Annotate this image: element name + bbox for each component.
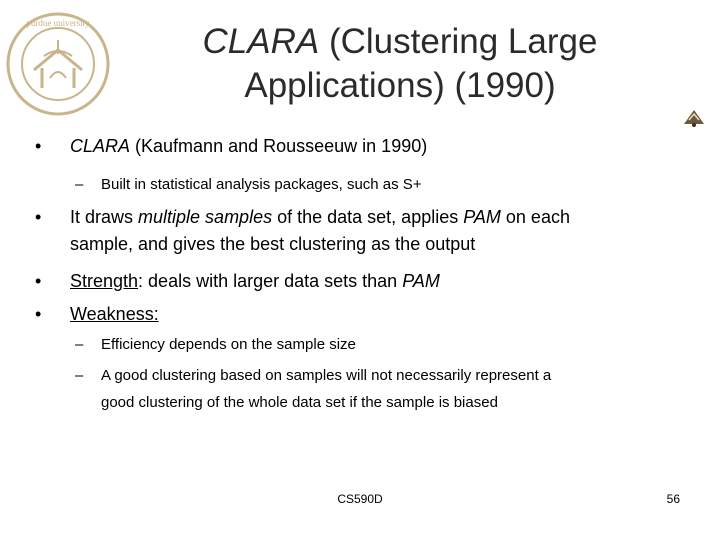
bullet-italic: CLARA: [70, 136, 131, 156]
slide-title: [150, 20, 650, 108]
sub-bullet-text: Efficiency depends on the sample size: [101, 336, 356, 353]
bullet-text-line2: sample, and gives the best clustering as the output: [70, 234, 476, 254]
sub-bullet-text: Built in statistical analysis packages, such as S+: [101, 176, 422, 193]
bullet-marker: •: [35, 136, 42, 156]
bullet-weakness: [35, 301, 690, 328]
university-seal-icon: [4, 10, 112, 118]
sub-bullet-efficiency: [75, 331, 681, 358]
strength-label: Strength: [70, 271, 139, 291]
dash-marker: –: [75, 176, 84, 193]
weakness-label: Weakness:: [70, 304, 159, 324]
bullet-italic: PAM: [463, 207, 501, 227]
title-line1-rest: (Clustering Large: [319, 22, 598, 61]
bullet-strength: [35, 268, 690, 295]
bullet-marker: •: [35, 271, 42, 291]
bullet-marker: •: [35, 207, 42, 227]
bullet-text: It draws: [70, 207, 139, 227]
dash-marker: –: [75, 336, 84, 353]
bullet-text: of the data set, applies: [272, 207, 464, 227]
decorative-corner-icon: [680, 104, 708, 130]
bullet-text: on each: [500, 207, 570, 227]
footer-course: CS590D: [337, 492, 383, 506]
bullet-text: (Kaufmann and Rousseeuw in 1990): [130, 136, 428, 156]
seal-text: purdue university: [26, 18, 90, 28]
sub-bullet-text: A good clustering based on samples will not necessarily represent a: [101, 367, 552, 384]
dash-marker: –: [75, 367, 84, 384]
page-number: 56: [666, 492, 680, 506]
sub-bullet-text-line2: good clustering of the whole data set if the sample is biased: [101, 394, 498, 411]
bullet-text: : deals with larger data sets than: [138, 271, 403, 291]
bullet-italic: PAM: [402, 271, 440, 291]
sub-bullet-biased-sample: [75, 362, 681, 416]
title-italic: CLARA: [202, 22, 320, 61]
bullet-marker: •: [35, 304, 42, 324]
title-line2: Applications) (1990): [244, 66, 556, 105]
bullet-multiple-samples: [35, 204, 690, 258]
bullet-clara: [35, 133, 690, 160]
bullet-italic: multiple samples: [138, 207, 273, 227]
sub-bullet-packages: [75, 171, 681, 198]
